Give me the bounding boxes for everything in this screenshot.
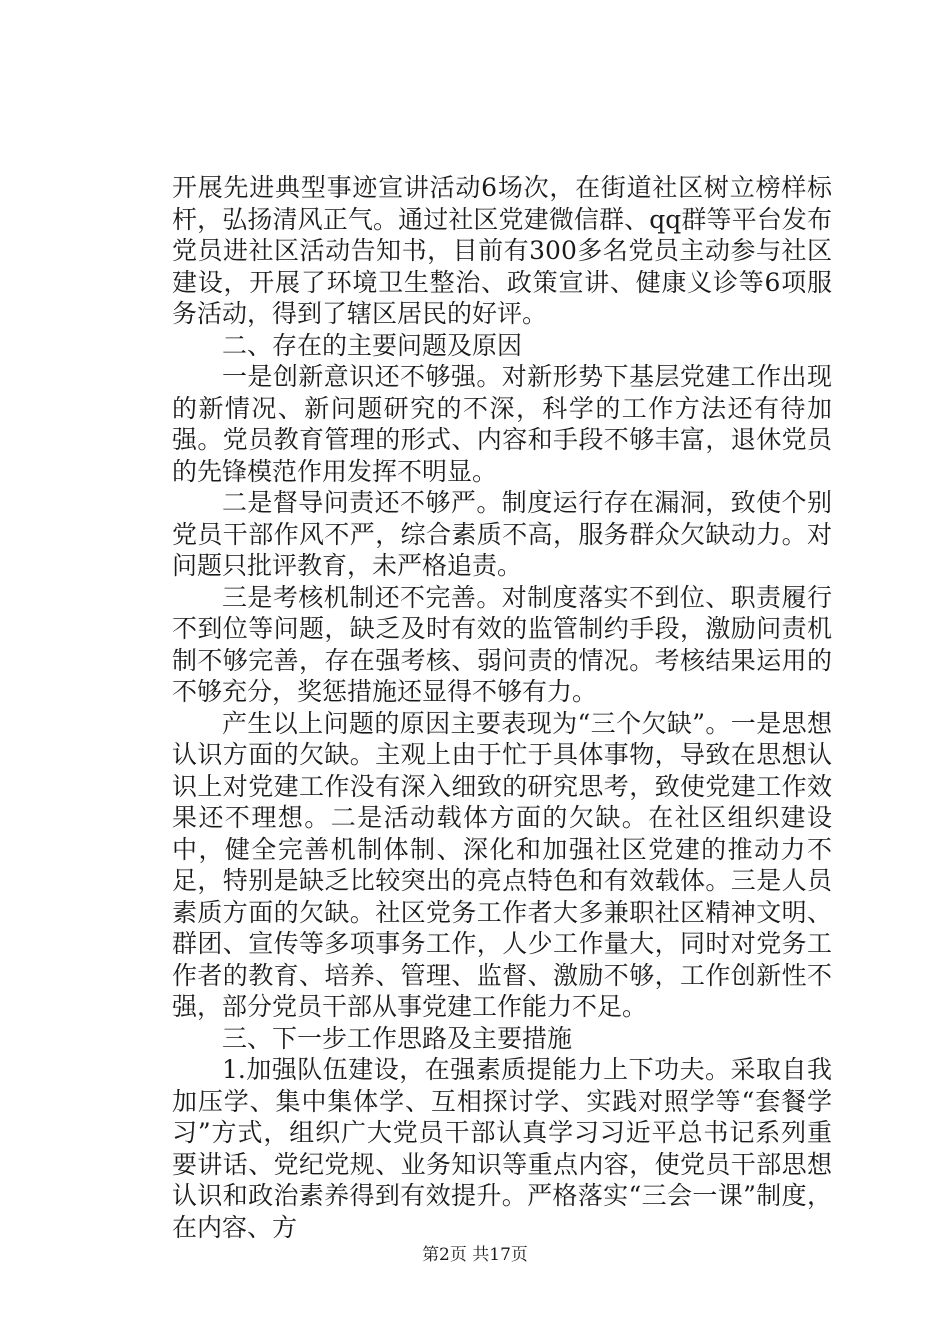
paragraph-1: 开展先进典型事迹宣讲活动6场次，在街道社区树立榜样标杆，弘扬清风正气。通过社区党建微信群、qq群等平台发布党员进社区活动告知书，目前有300多名党员主动参与社区建设，开展了环境卫生整治、政策宣讲、健康义诊等6项服务活动，得到了辖区居民的好评。 xyxy=(172,173,832,328)
paragraph-causes: 产生以上问题的原因主要表现为“三个欠缺”。一是思想认识方面的欠缺。主观上由于忙于具体事物，导致在思想认识上对党建工作没有深入细致的研究思考，致使党建工作效果还不理想。二是活动载体方面的欠缺。在社区组织建设中，健全完善机制体制、深化和加强社区党建的推动力不足，特别是缺乏比较突出的亮点特色和有效载体。三是人员素质方面的欠缺。社区党务工作者大多兼职社区精神文明、群团、宣传等多项事务工作，人少工作量大，同时对党务工作者的教育、培养、管理、监督、激励不够，工作创新性不强，部分党员干部从事党建工作能力不足。 xyxy=(172,708,832,1021)
document-body xyxy=(172,172,832,1243)
section-heading-problems: 二、存在的主要问题及原因 xyxy=(222,330,523,360)
paragraph-supervision: 二是督导问责还不够严。制度运行存在漏洞，致使个别党员干部作风不严，综合素质不高，服务群众欠缺动力。对问题只批评教育，未严格追责。 xyxy=(172,488,832,580)
paragraph-assessment: 三是考核机制还不完善。对制度落实不到位、职责履行不到位等问题，缺乏及时有效的监管制约手段，激励问责机制不够完善，存在强考核、弱问责的情况。考核结果运用的不够充分，奖惩措施还显得不够有力。 xyxy=(172,582,832,706)
section-heading-next-steps: 三、下一步工作思路及主要措施 xyxy=(222,1023,573,1053)
page-footer xyxy=(0,1244,950,1266)
page-number-label: 第2页 共17页 xyxy=(422,1245,528,1265)
paragraph-team-building: 1.加强队伍建设，在强素质提能力上下功夫。采取自我加压学、集中集体学、互相探讨学、实践对照学等“套餐学习”方式，组织广大党员干部认真学习习近平总书记系列重要讲话、党纪党规、业务知识等重点内容，使党员干部思想认识和政治素养得到有效提升。严格落实“三会一课”制度，在内容、方 xyxy=(172,1055,832,1242)
paragraph-innovation: 一是创新意识还不够强。对新形势下基层党建工作出现的新情况、新问题研究的不深，科学的工作方法还有待加强。党员教育管理的形式、内容和手段不够丰富，退休党员的先锋模范作用发挥不明显。 xyxy=(172,362,832,486)
